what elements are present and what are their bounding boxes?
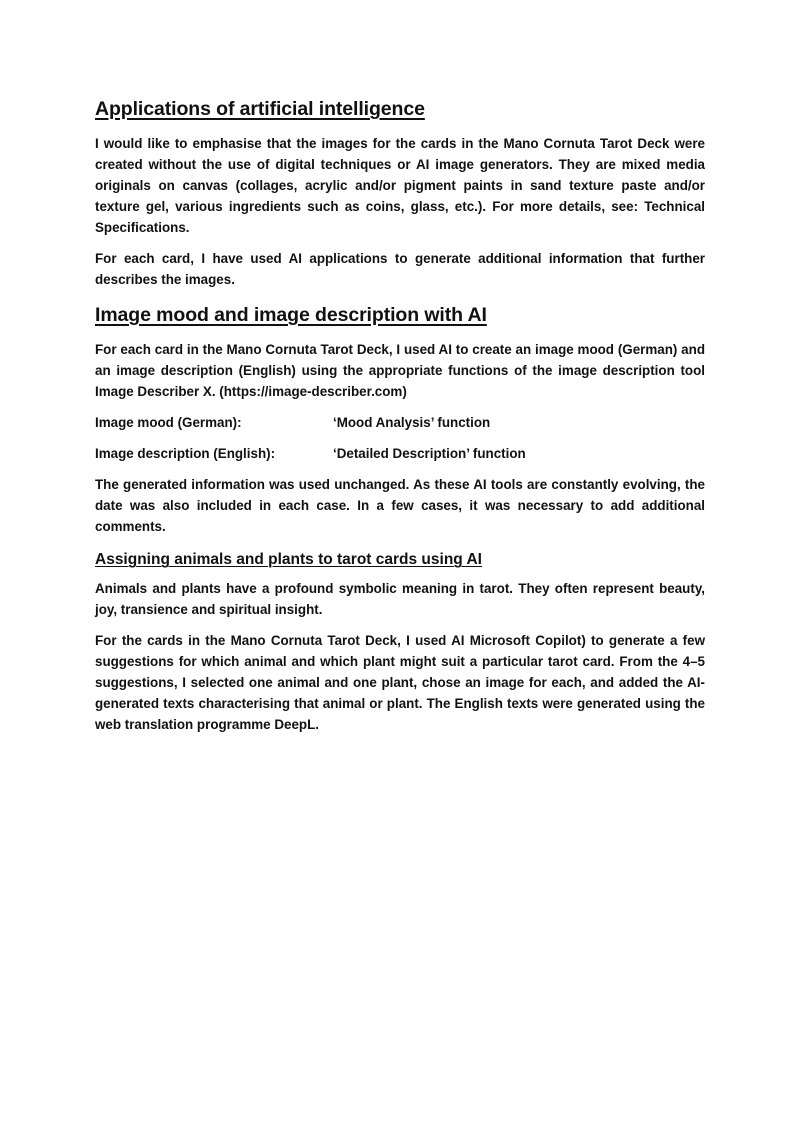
paragraph-generated-info-unchanged: The generated information was used unchanged. As these AI tools are constantly evolving, the date was also included in each case. In a few cases, it was necessary to add additional comments. [95, 477, 705, 534]
row-value: ‘Detailed Description’ function [333, 446, 526, 461]
document-page [95, 94, 705, 745]
paragraph-ai-additional-info: For each card, I have used AI applications to generate additional information that further describes the images. [95, 251, 705, 287]
heading-image-mood-description: Image mood and image description with AI [95, 304, 487, 326]
row-image-description [95, 443, 705, 464]
row-image-mood [95, 412, 705, 433]
heading-animals-plants: Assigning animals and plants to tarot cards using AI [95, 551, 482, 568]
paragraph-symbolic-meaning: Animals and plants have a profound symbolic meaning in tarot. They often represent beauty, joy, transience and spiritual insight. [95, 581, 705, 617]
heading-applications-of-ai: Applications of artificial intelligence [95, 98, 425, 120]
paragraph-copilot-suggestions: For the cards in the Mano Cornuta Tarot Deck, I used AI Microsoft Copilot) to generate a few suggestions for which animal and which plant might suit a particular tarot card. From the 4–5 suggestions, I selected one animal and one plant, chose an image for each, and added the AI-generated texts characterising that animal or plant. The English texts were generated using the web translation programme DeepL. [95, 633, 705, 732]
row-label: Image mood (German): [95, 415, 242, 430]
row-label: Image description (English): [95, 446, 276, 461]
row-value: ‘Mood Analysis’ function [333, 415, 491, 430]
paragraph-no-ai-images: I would like to emphasise that the images for the cards in the Mano Cornuta Tarot Deck were created without the use of digital techniques or AI image generators. They are mixed media originals on canvas (collages, acrylic and/or pigment paints in sand texture paste and/or texture gel, various ingredients such as coins, glass, etc.). For more details, see: Technical Specifications. [95, 136, 705, 235]
paragraph-image-describer: For each card in the Mano Cornuta Tarot Deck, I used AI to create an image mood (German) and an image description (English) using the appropriate functions of the image description tool Image Describer X. (https://image-describer.com) [95, 342, 705, 399]
